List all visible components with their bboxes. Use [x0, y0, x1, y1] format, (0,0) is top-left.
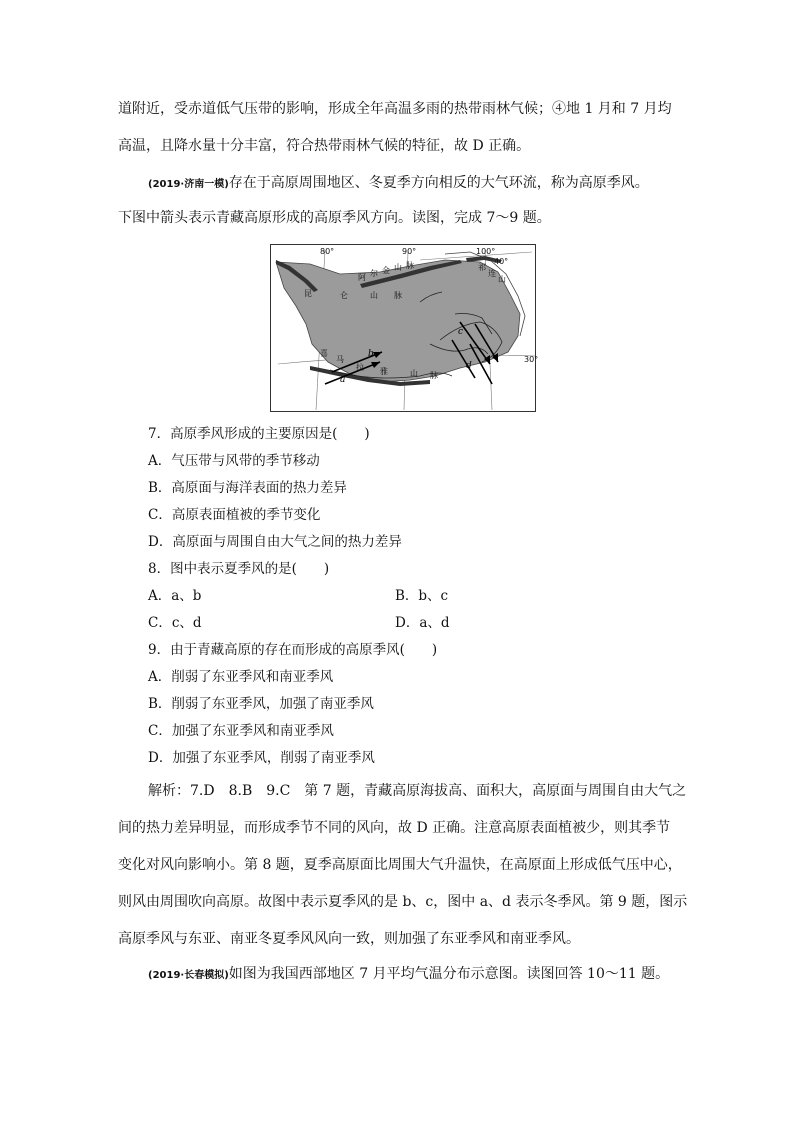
map-place-label: 马 — [336, 355, 344, 364]
analysis-line: 高原季风与东亚、南亚冬夏季风风向一致，则加强了东亚季风和南亚季风。 — [118, 931, 580, 947]
intro-line — [148, 173, 649, 195]
map-place-label: 祁 — [478, 263, 486, 272]
analysis-line: 则风由周围吹向高原。故图中表示夏季风的是 b、c，图中 a、d 表示冬季风。第 9 题，图示 — [118, 894, 688, 910]
lon-label-80: 80° — [320, 247, 335, 256]
question-stem: 9．由于青藏高原的存在而形成的高原季风( ) — [148, 642, 438, 658]
map-place-label: 山 — [370, 291, 378, 300]
paragraph-line: 高温，且降水量十分丰富，符合热带雨林气候的特征，故 D 正确。 — [118, 138, 531, 154]
map-place-label: 阿 — [358, 273, 366, 282]
map-place-label: 山 — [498, 275, 506, 284]
map-place-label: 仑 — [340, 291, 348, 300]
option: A．a、b — [148, 588, 202, 604]
intro-line — [148, 964, 669, 986]
option: D．高原面与周围自由大气之间的热力差异 — [148, 534, 402, 550]
option: C．高原表面植被的季节变化 — [148, 507, 321, 523]
arrow-label-c: c — [458, 327, 464, 337]
option: D．加强了东亚季风，削弱了南亚季风 — [148, 750, 375, 766]
map-place-label: 山 — [410, 369, 418, 378]
map-place-label: 尔 — [370, 269, 378, 278]
option: C．加强了东亚季风和南亚季风 — [148, 723, 334, 739]
map-place-label: 拉 — [356, 363, 364, 372]
map-place-label: 喜 — [320, 349, 328, 358]
lon-label-100: 100° — [476, 247, 496, 256]
option: B．高原面与海洋表面的热力差异 — [148, 480, 347, 496]
analysis-line: 间的热力差异明显，而形成季节不同的风向，故 D 正确。注意高原表面植被少，则其季节 — [118, 820, 671, 836]
question-stem: 7．高原季风形成的主要原因是( ) — [148, 426, 370, 442]
arrow-label-b: b — [368, 349, 374, 359]
option: B．削弱了东亚季风，加强了南亚季风 — [148, 696, 374, 712]
paragraph-line: 道附近，受赤道低气压带的影响，形成全年高温多雨的热带雨林气候；④地 1 月和 7 月均 — [118, 101, 672, 117]
map-place-label: 昆 — [304, 289, 312, 298]
question-stem: 8．图中表示夏季风的是( ) — [148, 561, 330, 577]
tibet-plateau-map — [270, 244, 539, 412]
map-place-label: 脉 — [406, 261, 414, 270]
map-place-label: 山 — [394, 263, 402, 272]
analysis-line: 变化对风向影响小。第 8 题，夏季高原面比周围大气升温快，在高原面上形成低气压中心， — [118, 857, 682, 873]
source-tag: (2019·长春模拟) — [148, 970, 229, 981]
arrow-label-d: d — [466, 361, 472, 371]
lat-label-40: 40° — [494, 257, 509, 266]
map-place-label: 脉 — [394, 291, 402, 300]
option: B．b、c — [395, 588, 449, 604]
intro-text: 存在于高原周围地区、冬夏季方向相反的大气环流，称为高原季风。 — [228, 175, 649, 191]
option: A．削弱了东亚季风和南亚季风 — [148, 669, 334, 685]
map-place-label: 金 — [382, 266, 390, 275]
lat-label-30: 30° — [524, 355, 539, 364]
lon-label-90: 90° — [402, 247, 417, 256]
map-place-label: 雅 — [380, 367, 388, 376]
intro-line: 下图中箭头表示青藏高原形成的高原季风方向。读图，完成 7～9 题。 — [118, 210, 551, 226]
option: D．a、d — [395, 615, 450, 631]
option: C．c、d — [148, 615, 202, 631]
source-tag: (2019·济南一模) — [148, 179, 229, 190]
option: A．气压带与风带的季节移动 — [148, 453, 320, 469]
map-place-label: 脉 — [430, 371, 438, 380]
arrow-label-a: a — [340, 375, 346, 385]
intro-text: 如图为我国西部地区 7 月平均气温分布示意图。读图回答 10～11 题。 — [228, 966, 670, 982]
analysis-line: 解析：7.D 8.B 9.C 第 7 题，青藏高原海拔高、面积大，高原面与周围自由大气之 — [148, 783, 687, 799]
map-place-label: 连 — [488, 269, 496, 278]
